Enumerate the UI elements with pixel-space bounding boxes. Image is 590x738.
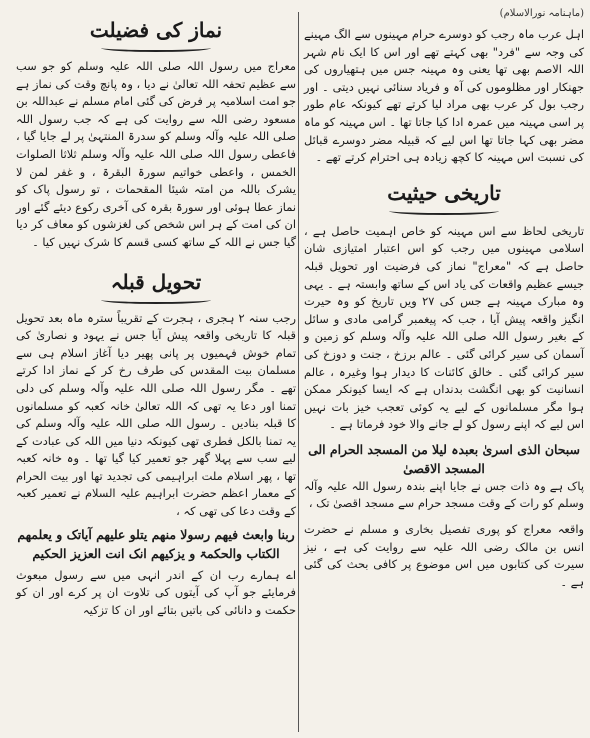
- paragraph-history: تاریخی لحاظ سے اس مہینہ کو خاص اہمیت حاصل ہے ، اسلامی مہینوں میں رجب کو اس اعتبار امتیازی شان حاصل ہے کہ "معراج" نماز کی فرضیت اور تحویل قبلہ جیسے عظیم واقعات کی یاد اس کے ساتھ وابستہ ہے ۔ یہی وہ مبارک مہینہ ہے جس کی ۲۷ ویں تاریخ کو وہ حیرت انگیز واقعہ پیش آیا ، جب کہ پیغمبر گرامی مادی و سائل کے بغیر رسول اللہ صلی اللہ علیہ وآلہ وسلم کو زمین و آسمان کی سیر کرائی گئی ۔ عالم برزخ ، جنت و دوزخ کی سیر کرائی گئی ۔ خالق کائنات کا دیدار ہوا وغیرہ ، عالم انسانیت کو بھی انگشت بدنداں ہے کہ ایسا کیونکر ممکن ہوا مگر مسلمانوں کے لیے یہ کوئی تعجب خیز بات نہیں اس لیے کہ اپنے رسول کو لے جانے والا خود فرماتا ہے ۔: [304, 223, 584, 432]
- quranic-verse: سبحان الذی اسریٰ بعبدہ لیلا من المسجد الحرام الی المسجد الاقصیٰ: [308, 441, 580, 476]
- heading-historical-status: [304, 181, 584, 215]
- header-row: [304, 4, 584, 26]
- right-column: [304, 4, 584, 591]
- paragraph-rajab-names: اہل عرب ماہ رجب کو دوسرے حرام مہینوں سے الگ مہینے کی وجہ سے "فرد" بھی کہتے تھے اور اس کا ایک نام شہر اللہ الاصم بھی تھا یعنی وہ مہینہ جس میں ہتھیاروں کی جھنکار اور مظلوموں کی آہ و فریاد سنائی نہیں دیتی ۔ اور رجب بول کر عرب بھی مراد لیا کرتے تھے کیونکہ عام طور پر اسی مہینہ میں عمرہ ادا کیا جاتا تھا ۔ اس مہینہ کو ماہ مضر بھی کہا جاتا تھا اس لیے کہ قبیلہ مضر دوسرے قبائل کی نسبت اس مہینہ کا کچھ زیادہ ہی احترام کرتے تھے ۔: [304, 27, 584, 165]
- magazine-header: (ماہنامہ نورالاسلام): [499, 8, 584, 19]
- left-column: [16, 4, 296, 619]
- paragraph-verse-translation: پاک ہے وہ ذات جس نے جایا اپنے بندہ رسول اللہ علیہ وآلہ وسلم کو رات کے وقت مسجد حرام سے مسجد اقصیٰ تک ،: [304, 478, 584, 511]
- heading-qibla-change: [16, 270, 296, 304]
- paragraph-dua-translation: اے ہمارے رب ان کے اندر انہی میں سے رسول مبعوث فرمایئے جو آپ کی آیتوں کی تلاوت ان پر کرے اور ان کو حکمت و دانائی کی باتیں بتائے اور ان کا تزکیہ: [16, 567, 296, 617]
- heading-underline: [101, 44, 211, 52]
- paragraph-miraj-narration: واقعہ معراج کو پوری تفصیل بخاری و مسلم نے حضرت انس بن مالک رضی اللہ علیہ سے روایت کی ہے ، نیز سیرت کی کتابوں میں اس موضوع پر کافی بحث کی گئی ہے ۔: [304, 522, 584, 589]
- column-divider: [298, 12, 299, 732]
- heading-text: نماز کی فضیلت: [89, 18, 223, 42]
- paragraph-prayer-gift: معراج میں رسول اللہ صلی اللہ علیہ وسلم کو جو سب سے عظیم تحفہ اللہ تعالیٰ نے دیا ، وہ پانچ وقت کی نماز ہے جو امت اسلامیہ پر فرض کی گئی امام مسلم نے عبداللہ بن مسعود رضی اللہ سے روایت کی ہے کہ جب رسول اللہ صلی اللہ علیہ وآلہ وسلم کو سدرۃ المنتہیٰ پر لے جایا گیا ، فاعطی رسول اللہ صلی اللہ علیہ وآلہ وسلم ثلاثا الصلوات الخمس ، واعطی خواتیم سورۃ البقرۃ ، و غفر لمن لا یشرک باللہ من امتہ شیئا المقحمات ، تو رسول پاک کو نماز عطا ہوئی اور سورۃ بقرہ کی آخری رکوع دیئے گئے اور ان کی امت کے ہر اس شخص کی لغزشوں کو معاف کر دیا گیا جس نے اللہ کے ساتھ کسی قسم کا شرک نہیں کیا ۔: [16, 59, 296, 249]
- ibrahim-dua: ربنا وابعث فیھم رسولا منھم یتلو علیھم آیاتک و یعلمھم الکتاب والحکمۃ و یزکیھم انک انت العزیز الحکیم: [17, 526, 295, 561]
- page: [6, 4, 584, 732]
- paragraph-qibla-history: رجب سنہ ۲ ہجری ، ہجرت کے تقریباً سترہ ماہ بعد تحویل قبلہ کا تاریخی واقعہ پیش آیا جس نے یہود و نصاریٰ کی تمام خوش فہمیوں پر پانی پھیر دیا آغاز اسلام ہی سے مسلمان بیت المقدس کی طرف رخ کر کے نماز ادا کرتے تھے ۔ مگر رسول اللہ صلی اللہ علیہ وآلہ وسلم کی دلی تمنا اور دعا یہ تھی کہ اللہ تعالیٰ خانہ کعبہ کو مسلمانوں کا قبلہ بنادیں ۔ رسول اللہ صلی اللہ علیہ وآلہ وسلم کی یہ تمنا بالکل فطری تھی کیونکہ دنیا میں اللہ کی عبادت کے لیے سب سے پہلا گھر جو تعمیر کیا گیا تھا ۔ وہ خانہ کعبہ تھا ، پھر اسلام ملت ابراہیمی کی تجدید تھا اور بیت الحرام کے معمار اعظم حضرت ابراہیم علیہ السلام نے تعمیر کعبہ کے وقت دعا کی تھی کہ ،: [16, 310, 296, 519]
- heading-underline: [389, 207, 499, 215]
- heading-underline: [101, 296, 211, 304]
- heading-virtue-of-prayer: [16, 18, 296, 52]
- heading-text: تاریخی حیثیت: [387, 180, 501, 205]
- heading-text: تحویل قبلہ: [110, 269, 202, 294]
